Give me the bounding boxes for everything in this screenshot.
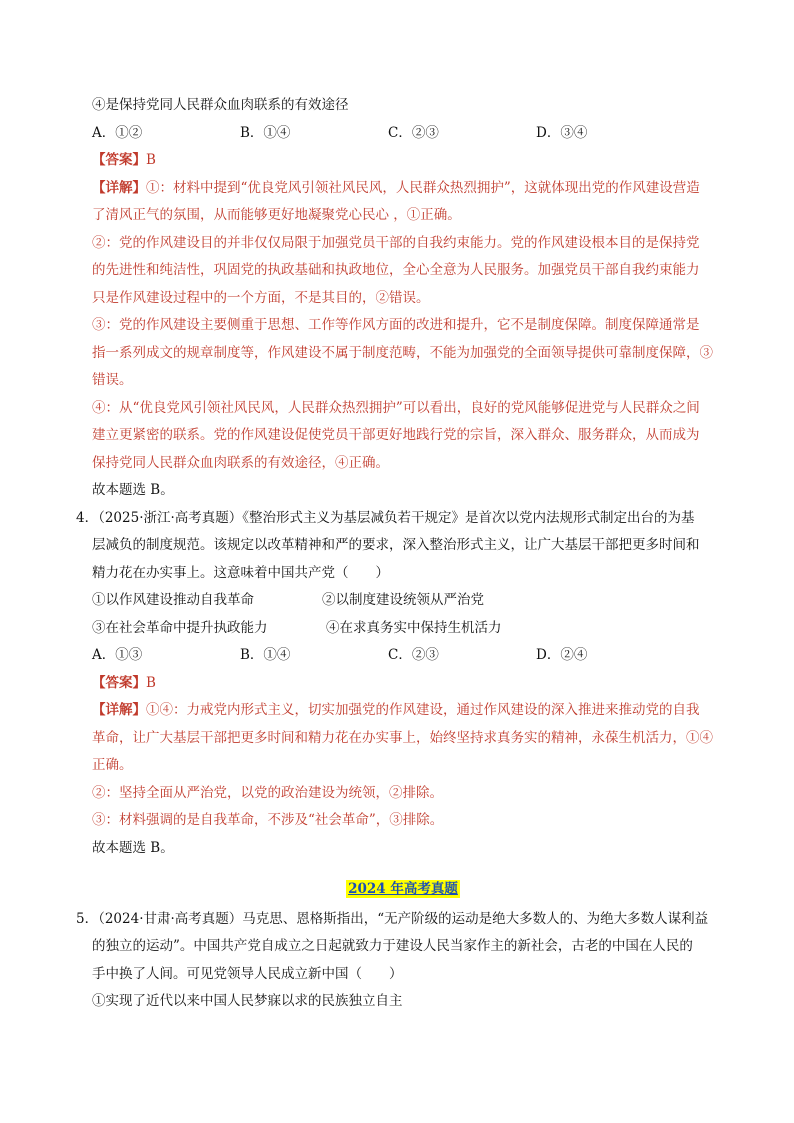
detail-line: 革命，让广大基层干部把更多时间和精力花在办实事上，始终坚持求真务实的精神，永葆生机活力，①④ bbox=[92, 729, 713, 746]
q4-statement-1: ①以作风建设推动自我革命 bbox=[92, 592, 254, 608]
q4-statement-3: ③在社会革命中提升执政能力 bbox=[92, 619, 268, 636]
detail-line: ③：党的作风建设主要侧重于思想、工作等作风方面的改进和提升，它不是制度保障。制度保障通常是 bbox=[92, 317, 700, 333]
q4-statement-2: ②以制度建设统领从严治党 bbox=[322, 592, 484, 608]
q4-option-b: B．①④ bbox=[240, 647, 291, 663]
q3-option-d: D．③④ bbox=[536, 124, 588, 141]
detail-tag: 【详解】 bbox=[92, 702, 146, 718]
q5-stem bbox=[76, 906, 714, 989]
answer-tag: 【答案】 bbox=[92, 674, 146, 691]
q4-statement-4: ④在求真务实中保持生机活力 bbox=[326, 619, 502, 636]
q3-conclusion: 故本题选 B。 bbox=[92, 482, 174, 498]
detail-line: 了清风正气的氛围，从而能够更好地凝聚党心民心 ，①正确。 bbox=[92, 207, 461, 223]
detail-tag: 【详解】 bbox=[92, 179, 146, 196]
detail-line: 指一系列成文的规章制度等，作风建设不属于制度范畴，不能为加强党的全面领导提供可靠制度保障，③ bbox=[92, 344, 713, 361]
q4-option-c: C．②③ bbox=[388, 647, 439, 663]
question-line: 4．（2025·浙江·高考真题）《整治形式主义为基层减负若干规定》是首次以党内法规形式制定出台的为基 bbox=[76, 509, 695, 526]
answer-value: B bbox=[146, 152, 156, 168]
q3-detail-1 bbox=[92, 175, 714, 230]
q4-detail-2: ②：坚持全面从严治党，以党的政治建设为统领，②排除。 bbox=[92, 784, 443, 801]
answer-value: B bbox=[146, 674, 156, 691]
detail-line: 建立更紧密的联系。党的作风建设促使党员干部更好地践行党的宗旨，深入群众、服务群众，从而成为 bbox=[92, 427, 700, 443]
question-line: 精力花在办实事上。这意味着中国共产党（ ） bbox=[92, 564, 389, 581]
detail-line: 只是作风建设过程中的一个方面，不是其目的，②错误。 bbox=[92, 289, 430, 306]
detail-line: ①：材料中提到“优良党风引领社风民风，人民群众热烈拥护”，这就体现出党的作风建设营造 bbox=[146, 179, 700, 196]
detail-line: 的先进性和纯洁性，巩固党的执政基础和执政地位，全心全意为人民服务。加强党员干部自我约束能力 bbox=[92, 262, 700, 278]
q4-statements-row-2 bbox=[92, 615, 714, 643]
q3-option-c: C．②③ bbox=[388, 124, 439, 141]
q5-statement-1: ①实现了近代以来中国人民梦寐以求的民族独立自主 bbox=[92, 993, 403, 1009]
q4-options bbox=[92, 642, 714, 670]
question-line: 5．（2024·甘肃·高考真题）马克思、恩格斯指出，“无产阶级的运动是绝大多数人的、为绝大多数人谋利益 bbox=[76, 910, 709, 927]
q4-answer bbox=[92, 670, 714, 698]
q3-statement-4: ④是保持党同人民群众血肉联系的有效途径 bbox=[92, 97, 349, 113]
q3-detail-2 bbox=[92, 230, 714, 313]
q4-detail-1 bbox=[92, 697, 714, 780]
q3-answer bbox=[92, 147, 714, 175]
question-line: 层减负的制度规范。该规定以改革精神和严的要求，深入整治形式主义，让广大基层干部把更多时间和 bbox=[92, 537, 700, 553]
q3-options bbox=[92, 120, 714, 148]
page-content bbox=[76, 92, 714, 1016]
q3-option-a: A．①② bbox=[92, 124, 143, 141]
q3-detail-3 bbox=[92, 312, 714, 395]
question-line: 手中换了人间。可见党领导人民成立新中国（ ） bbox=[92, 965, 403, 982]
detail-line: 正确。 bbox=[92, 757, 133, 773]
q4-detail-3: ③：材料强调的是自我革命，不涉及“社会革命”，③排除。 bbox=[92, 812, 444, 828]
section-title: 2024 年高考真题 bbox=[348, 881, 458, 897]
q4-stem bbox=[76, 505, 714, 588]
q4-option-a: A．①③ bbox=[92, 647, 143, 663]
detail-line: ②：党的作风建设目的并非仅仅局限于加强党员干部的自我约束能力。党的作风建设根本目的是保持党 bbox=[92, 234, 700, 251]
q4-statements-row-1 bbox=[92, 587, 714, 615]
answer-tag: 【答案】 bbox=[92, 152, 146, 168]
section-heading bbox=[92, 876, 714, 904]
q4-option-d: D．②④ bbox=[536, 647, 588, 663]
detail-line: 错误。 bbox=[92, 372, 133, 388]
question-line: 的独立的运动”。中国共产党自成立之日起就致力于建设人民当家作主的新社会，古老的中国在人民的 bbox=[92, 938, 693, 954]
q4-conclusion: 故本题选 B。 bbox=[92, 839, 174, 856]
detail-line: ①④：力戒党内形式主义，切实加强党的作风建设，通过作风建设的深入推进来推动党的自我 bbox=[146, 702, 700, 718]
detail-line: ④：从“优良党风引领社风民风，人民群众热烈拥护”可以看出，良好的党风能够促进党与人民群众之间 bbox=[92, 399, 700, 416]
q3-detail-4 bbox=[92, 395, 714, 478]
detail-line: 保持党同人民群众血肉联系的有效途径，④正确。 bbox=[92, 454, 389, 471]
q3-option-b: B．①④ bbox=[240, 124, 291, 141]
